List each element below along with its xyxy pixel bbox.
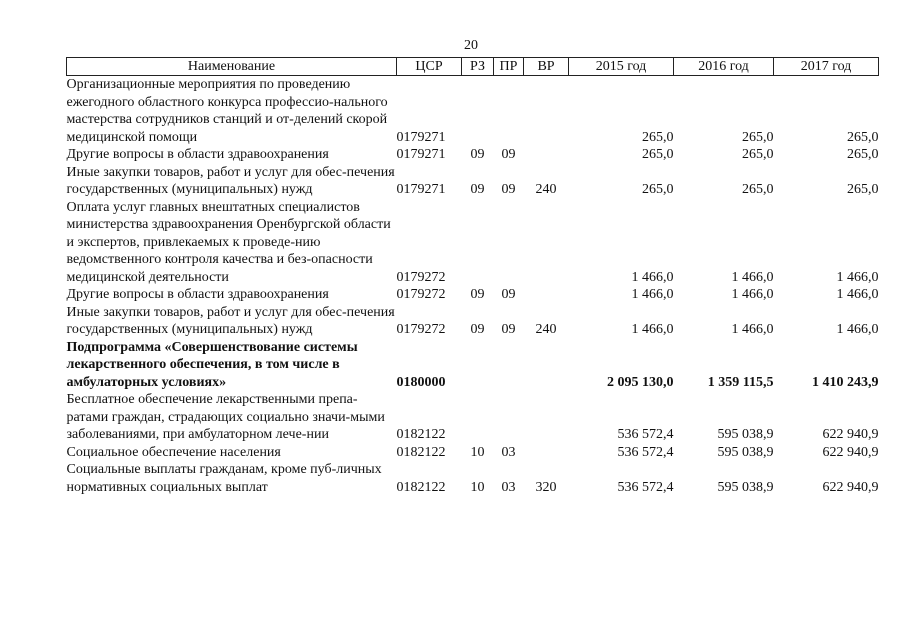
- row-2017: 265,0: [847, 147, 879, 162]
- row-csr: 0179272: [396, 287, 446, 302]
- header-2015: 2015 год: [569, 58, 674, 76]
- row-rz: 09: [470, 182, 485, 197]
- row-2015: 536 572,4: [617, 479, 674, 495]
- row-2015: 265,0: [642, 147, 674, 162]
- row-vr: [524, 444, 569, 462]
- row-name: Социальное обеспечение населения: [66, 444, 281, 460]
- row-rz: 10: [470, 444, 485, 460]
- row-2016: 595 038,9: [717, 427, 774, 442]
- row-2017: 1 410 243,9: [812, 374, 879, 390]
- table-row: [67, 461, 879, 496]
- table-row: [67, 391, 879, 444]
- row-2015: 536 572,4: [617, 427, 674, 442]
- row-rz: 09: [470, 147, 485, 162]
- row-2015: 536 572,4: [617, 444, 674, 460]
- row-rz: [462, 76, 494, 147]
- row-rz: 09: [470, 287, 485, 302]
- row-pr: [494, 339, 524, 392]
- table-row-subprogram: [67, 339, 879, 392]
- row-csr: 0179271: [396, 129, 446, 145]
- row-2017: 1 466,0: [836, 287, 879, 302]
- row-2015: 265,0: [642, 129, 674, 145]
- row-pr: 09: [501, 182, 516, 197]
- row-csr: 0179272: [396, 322, 446, 337]
- row-2017: 1 466,0: [836, 269, 879, 285]
- row-2015: 2 095 130,0: [607, 374, 674, 390]
- row-2016: 595 038,9: [717, 479, 774, 495]
- row-2016: 1 359 115,5: [707, 374, 774, 390]
- row-rz: [462, 391, 494, 444]
- table-row: [67, 304, 879, 339]
- row-2017: 265,0: [847, 129, 879, 145]
- row-2015: 265,0: [642, 182, 674, 197]
- row-rz: 10: [470, 479, 485, 495]
- row-2016: 265,0: [742, 147, 774, 162]
- row-2015: 1 466,0: [631, 287, 674, 302]
- row-csr: 0179272: [396, 269, 446, 285]
- row-2015: 1 466,0: [631, 322, 674, 337]
- row-2017: 622 940,9: [822, 427, 879, 442]
- table-header-row: [67, 58, 879, 76]
- table-row: [67, 164, 879, 199]
- header-rz: РЗ: [462, 58, 494, 76]
- row-pr: 09: [501, 147, 516, 162]
- table-row: [67, 146, 879, 164]
- row-vr: 240: [535, 322, 557, 337]
- header-csr: ЦСР: [397, 58, 462, 76]
- row-name: Организационные мероприятия по проведению ежегодного областного конкурса профессио-нального мастерства сотрудников станций и от-делений скорой медицинской помощи: [66, 77, 388, 145]
- row-name: Иные закупки товаров, работ и услуг для обес-печения государственных (муниципальных) нужд: [66, 164, 395, 197]
- header-2017: 2017 год: [774, 58, 879, 76]
- row-2016: 595 038,9: [717, 444, 774, 460]
- row-vr: [524, 339, 569, 392]
- row-rz: [462, 199, 494, 287]
- row-name: Подпрограмма «Совершенствование системы лекарственного обеспечения, в том числе в амбулаторных условиях»: [66, 339, 358, 390]
- row-2017: 622 940,9: [822, 444, 879, 460]
- row-2015: 1 466,0: [631, 269, 674, 285]
- row-vr: [524, 199, 569, 287]
- row-csr: 0182122: [396, 444, 446, 460]
- row-vr: [524, 76, 569, 147]
- row-2016: 1 466,0: [731, 287, 774, 302]
- row-rz: [462, 339, 494, 392]
- row-2016: 1 466,0: [731, 269, 774, 285]
- row-name: Другие вопросы в области здравоохранения: [66, 147, 329, 162]
- row-pr: 03: [501, 444, 516, 460]
- row-vr: [524, 286, 569, 304]
- row-csr: 0179271: [396, 182, 446, 197]
- table-row: [67, 286, 879, 304]
- row-vr: [524, 391, 569, 444]
- row-name: Оплата услуг главных внештатных специалистов министерства здравоохранения Оренбургской области и экспертов, привлекаемых к проведе-нию ведомственного контроля качества и без-опасности медицинской деятельности: [66, 199, 391, 285]
- page-number: 20: [464, 38, 478, 53]
- row-csr: 0182122: [396, 479, 446, 495]
- row-csr: 0182122: [396, 427, 446, 442]
- row-csr: 0179271: [396, 147, 446, 162]
- table-row: [67, 76, 879, 147]
- row-pr: 03: [501, 479, 516, 495]
- row-name: Иные закупки товаров, работ и услуг для обес-печения государственных (муниципальных) нужд: [66, 304, 395, 337]
- row-2017: 265,0: [847, 182, 879, 197]
- row-csr: 0180000: [396, 374, 446, 390]
- row-2016: 265,0: [742, 129, 774, 145]
- row-pr: 09: [501, 322, 516, 337]
- row-pr: 09: [501, 287, 516, 302]
- row-2016: 265,0: [742, 182, 774, 197]
- table-row: [67, 199, 879, 287]
- header-vr: ВР: [524, 58, 569, 76]
- row-2016: 1 466,0: [731, 322, 774, 337]
- row-pr: [494, 199, 524, 287]
- header-pr: ПР: [494, 58, 524, 76]
- budget-table: [66, 57, 879, 496]
- header-2016: 2016 год: [674, 58, 774, 76]
- row-vr: 320: [535, 479, 557, 495]
- row-2017: 1 466,0: [836, 322, 879, 337]
- row-name: Бесплатное обеспечение лекарственными препа-ратами граждан, страдающих социально значи-мыми заболеваниями, при амбулаторном лече-нии: [66, 392, 385, 442]
- row-vr: 240: [535, 182, 557, 197]
- row-name: Другие вопросы в области здравоохранения: [66, 287, 329, 302]
- table-row: [67, 444, 879, 462]
- row-pr: [494, 391, 524, 444]
- row-vr: [524, 146, 569, 164]
- row-rz: 09: [470, 322, 485, 337]
- row-pr: [494, 76, 524, 147]
- header-name: Наименование: [67, 58, 397, 76]
- row-name: Социальные выплаты гражданам, кроме пуб-личных нормативных социальных выплат: [66, 462, 382, 495]
- row-2017: 622 940,9: [822, 479, 879, 495]
